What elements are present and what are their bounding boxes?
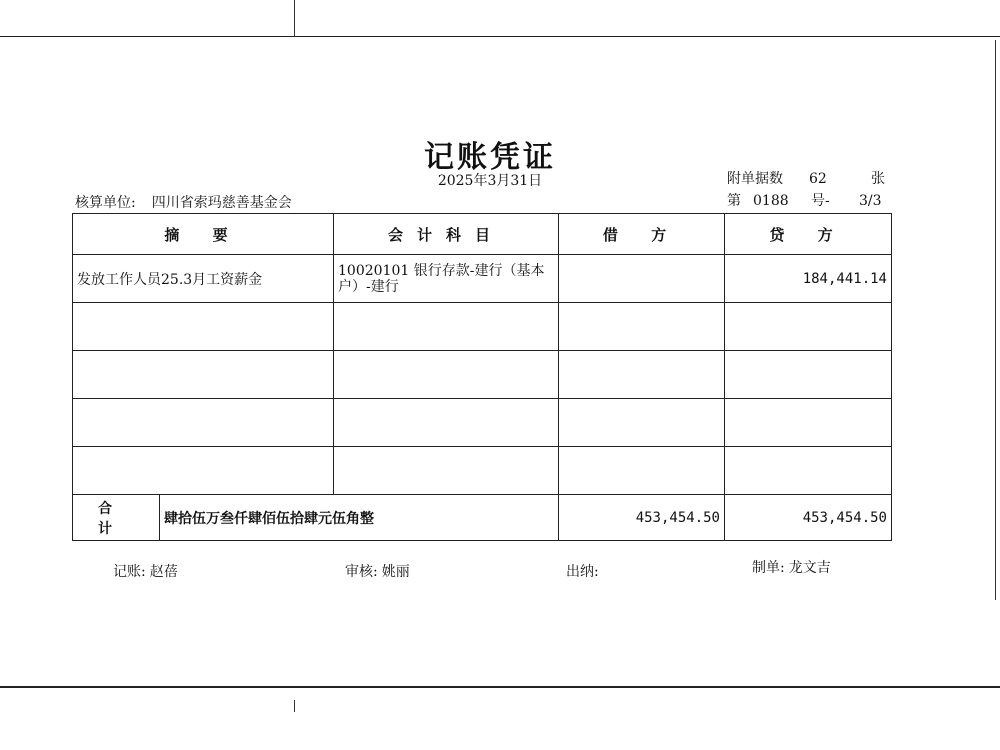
unit-name: 四川省索玛慈善基金会 xyxy=(151,195,292,211)
total-credit: 453,454.50 xyxy=(725,495,892,541)
bookkeeper-label: 记账: xyxy=(113,564,146,580)
scan-fold-line xyxy=(294,0,295,36)
row-credit xyxy=(725,399,892,447)
preparer-signature xyxy=(752,557,831,577)
attachments-info xyxy=(727,168,885,188)
preparer-label: 制单: xyxy=(752,560,785,576)
accounting-unit xyxy=(75,192,292,212)
unit-label: 核算单位: xyxy=(75,195,136,211)
attachments-unit: 张 xyxy=(871,171,885,187)
number-prefix: 第 xyxy=(727,193,741,209)
table-row xyxy=(73,303,892,351)
row-account: 10020101 银行存款-建行（基本户）-建行 xyxy=(334,255,559,303)
row-credit xyxy=(725,447,892,495)
voucher-date: 2025年3月31日 xyxy=(437,173,543,189)
row-credit xyxy=(725,351,892,399)
page-indicator: 3/3 xyxy=(859,193,882,209)
reviewer-name: 姚丽 xyxy=(381,564,410,580)
header-summary: 摘 要 xyxy=(73,214,334,255)
voucher-title: 记账凭证 xyxy=(424,140,556,175)
reviewer-signature xyxy=(345,561,410,581)
scan-top-border xyxy=(0,36,1000,37)
bookkeeper-name: 赵蓓 xyxy=(149,564,178,580)
row-account xyxy=(334,447,559,495)
bookkeeper-signature xyxy=(113,561,178,581)
header-account: 会计科目 xyxy=(334,214,559,255)
row-account xyxy=(334,351,559,399)
table-row xyxy=(73,255,892,303)
row-credit xyxy=(725,303,892,351)
cashier-signature xyxy=(566,561,603,581)
total-cell xyxy=(73,495,559,541)
total-label: 合 计 xyxy=(73,495,160,540)
header-debit: 借 方 xyxy=(559,214,725,255)
row-debit xyxy=(559,351,725,399)
reviewer-label: 审核: xyxy=(345,564,378,580)
attachments-label: 附单据数 xyxy=(727,171,783,187)
total-row xyxy=(73,495,892,541)
table-row xyxy=(73,351,892,399)
attachments-count: 62 xyxy=(809,171,827,187)
row-summary: 发放工作人员25.3月工资薪金 xyxy=(73,255,334,303)
total-amount-words: 肆拾伍万叁仟肆佰伍拾肆元伍角整 xyxy=(164,510,374,527)
row-summary xyxy=(73,447,334,495)
row-summary xyxy=(73,351,334,399)
scan-bottom-tick xyxy=(294,700,295,712)
scan-bottom-border xyxy=(0,686,1000,688)
table-row xyxy=(73,399,892,447)
scan-right-border xyxy=(995,40,996,600)
row-summary xyxy=(73,303,334,351)
number-suffix: 号- xyxy=(811,193,830,209)
row-summary xyxy=(73,399,334,447)
row-debit xyxy=(559,447,725,495)
table-row xyxy=(73,447,892,495)
row-debit xyxy=(559,255,725,303)
voucher-number xyxy=(727,190,885,210)
total-debit: 453,454.50 xyxy=(559,495,725,541)
header-row xyxy=(73,214,892,255)
number-value: 0188 xyxy=(753,193,789,209)
cashier-label: 出纳: xyxy=(566,564,599,580)
row-account xyxy=(334,303,559,351)
header-credit: 贷 方 xyxy=(725,214,892,255)
row-account xyxy=(334,399,559,447)
row-credit: 184,441.14 xyxy=(725,255,892,303)
row-debit xyxy=(559,303,725,351)
preparer-name: 龙文吉 xyxy=(788,560,831,576)
row-debit xyxy=(559,399,725,447)
voucher-table xyxy=(72,213,892,541)
